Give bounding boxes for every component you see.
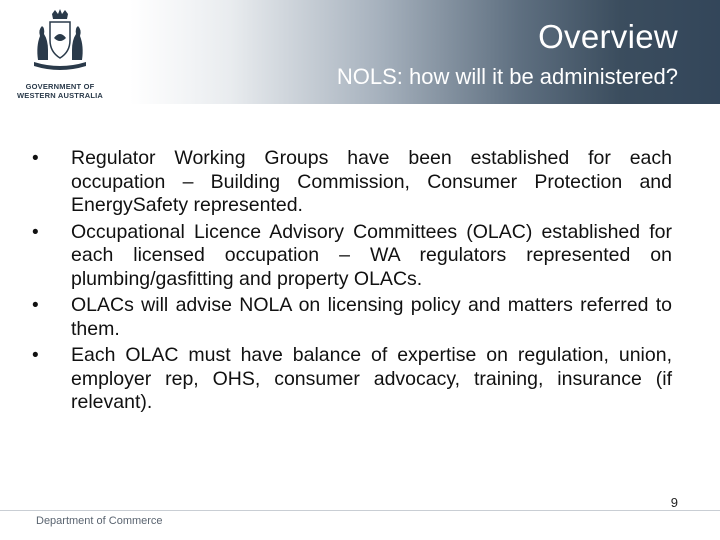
slide-header xyxy=(0,0,720,104)
bullet-item: • Each OLAC must have balance of expertise on regulation, union, employer rep, OHS, consumer advocacy, training, insurance (if relevant). xyxy=(32,344,672,415)
logo-text-line2: WESTERN AUSTRALIA xyxy=(16,91,104,100)
bullet-item: • Regulator Working Groups have been established for each occupation – Building Commission, Consumer Protection and EnergySafety represented. xyxy=(32,147,672,218)
logo-text-line1: GOVERNMENT OF xyxy=(25,82,95,91)
bullet-item: • OLACs will advise NOLA on licensing policy and matters referred to them. xyxy=(32,294,672,341)
bullet-item: • Occupational Licence Advisory Committees (OLAC) established for each licensed occupation – WA regulators represented on plumbing/gasfitting and property OLACs. xyxy=(32,221,672,292)
footer-department: Department of Commerce xyxy=(36,515,163,527)
page-number: 9 xyxy=(670,495,678,510)
government-logo xyxy=(8,8,112,100)
slide-title: Overview xyxy=(538,18,678,55)
bullet-list xyxy=(32,147,672,418)
coat-of-arms-icon xyxy=(30,8,90,76)
slide-subtitle: NOLS: how will it be administered? xyxy=(336,64,678,89)
footer-divider xyxy=(0,510,720,511)
